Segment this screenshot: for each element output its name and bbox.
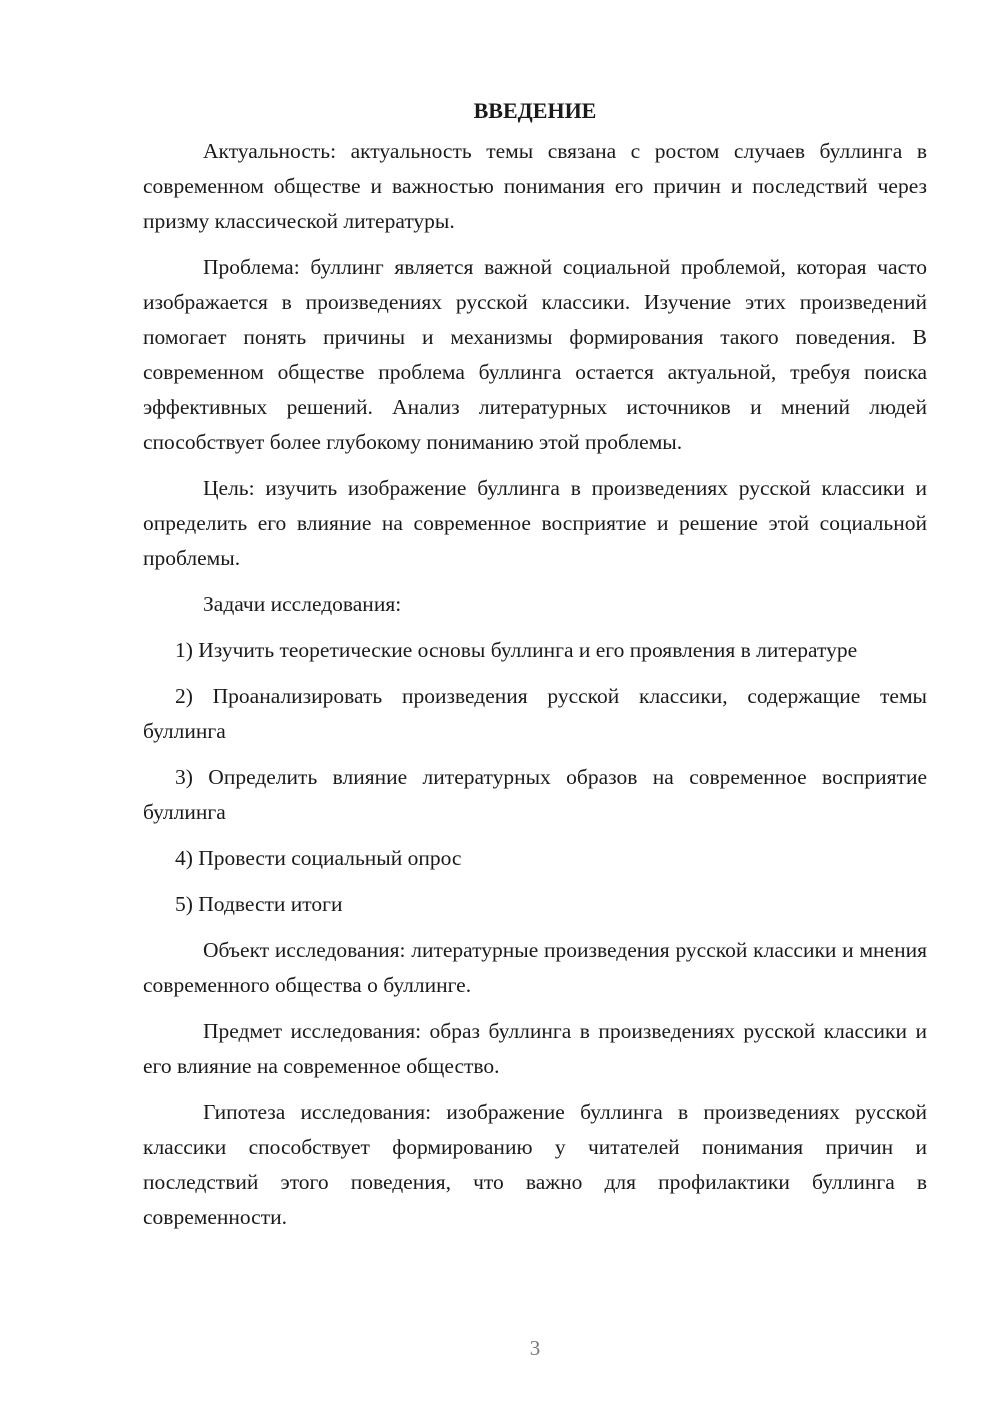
paragraph-object: Объект исследования: литературные произведения русской классики и мнения современного общества о буллинге. bbox=[143, 938, 927, 997]
paragraph-relevance: Актуальность: актуальность темы связана с ростом случаев буллинга в современном обществе и важностью понимания его причин и последствий через призму классической литературы. bbox=[143, 139, 927, 233]
task-item: 3) Определить влияние литературных образов на современное восприятие буллинга bbox=[143, 765, 927, 824]
paragraph-subject: Предмет исследования: образ буллинга в произведениях русской классики и его влияние на современное общество. bbox=[143, 1019, 927, 1078]
task-item: 5) Подвести итоги bbox=[175, 892, 343, 916]
paragraph-goal: Цель: изучить изображение буллинга в произведениях русской классики и определить его влияние на современное восприятие и решение этой социальной проблемы. bbox=[143, 476, 927, 570]
task-item: 2) Проанализировать произведения русской классики, содержащие темы буллинга bbox=[143, 684, 927, 743]
section-heading: ВВЕДЕНИЕ bbox=[473, 98, 597, 123]
task-item: 1) Изучить теоретические основы буллинга и его проявления в литературе bbox=[175, 638, 858, 662]
page-content bbox=[143, 96, 927, 1246]
paragraph-problem: Проблема: буллинг является важной социальной проблемой, которая часто изображается в произведениях русской классики. Изучение этих произведений помогает понять причины и механизмы формирования такого поведения. В современном обществе проблема буллинга остается актуальной, требуя поиска эффективных решений. Анализ литературных источников и мнений людей способствует более глубокому пониманию этой проблемы. bbox=[143, 255, 927, 454]
task-item: 4) Провести социальный опрос bbox=[175, 846, 462, 870]
page-number: 3 bbox=[529, 1336, 541, 1360]
tasks-heading: Задачи исследования: bbox=[203, 592, 402, 616]
paragraph-hypothesis: Гипотеза исследования: изображение буллинга в произведениях русской классики способствует формированию у читателей понимания причин и последствий этого поведения, что важно для профилактики буллинга в современности. bbox=[143, 1100, 927, 1229]
